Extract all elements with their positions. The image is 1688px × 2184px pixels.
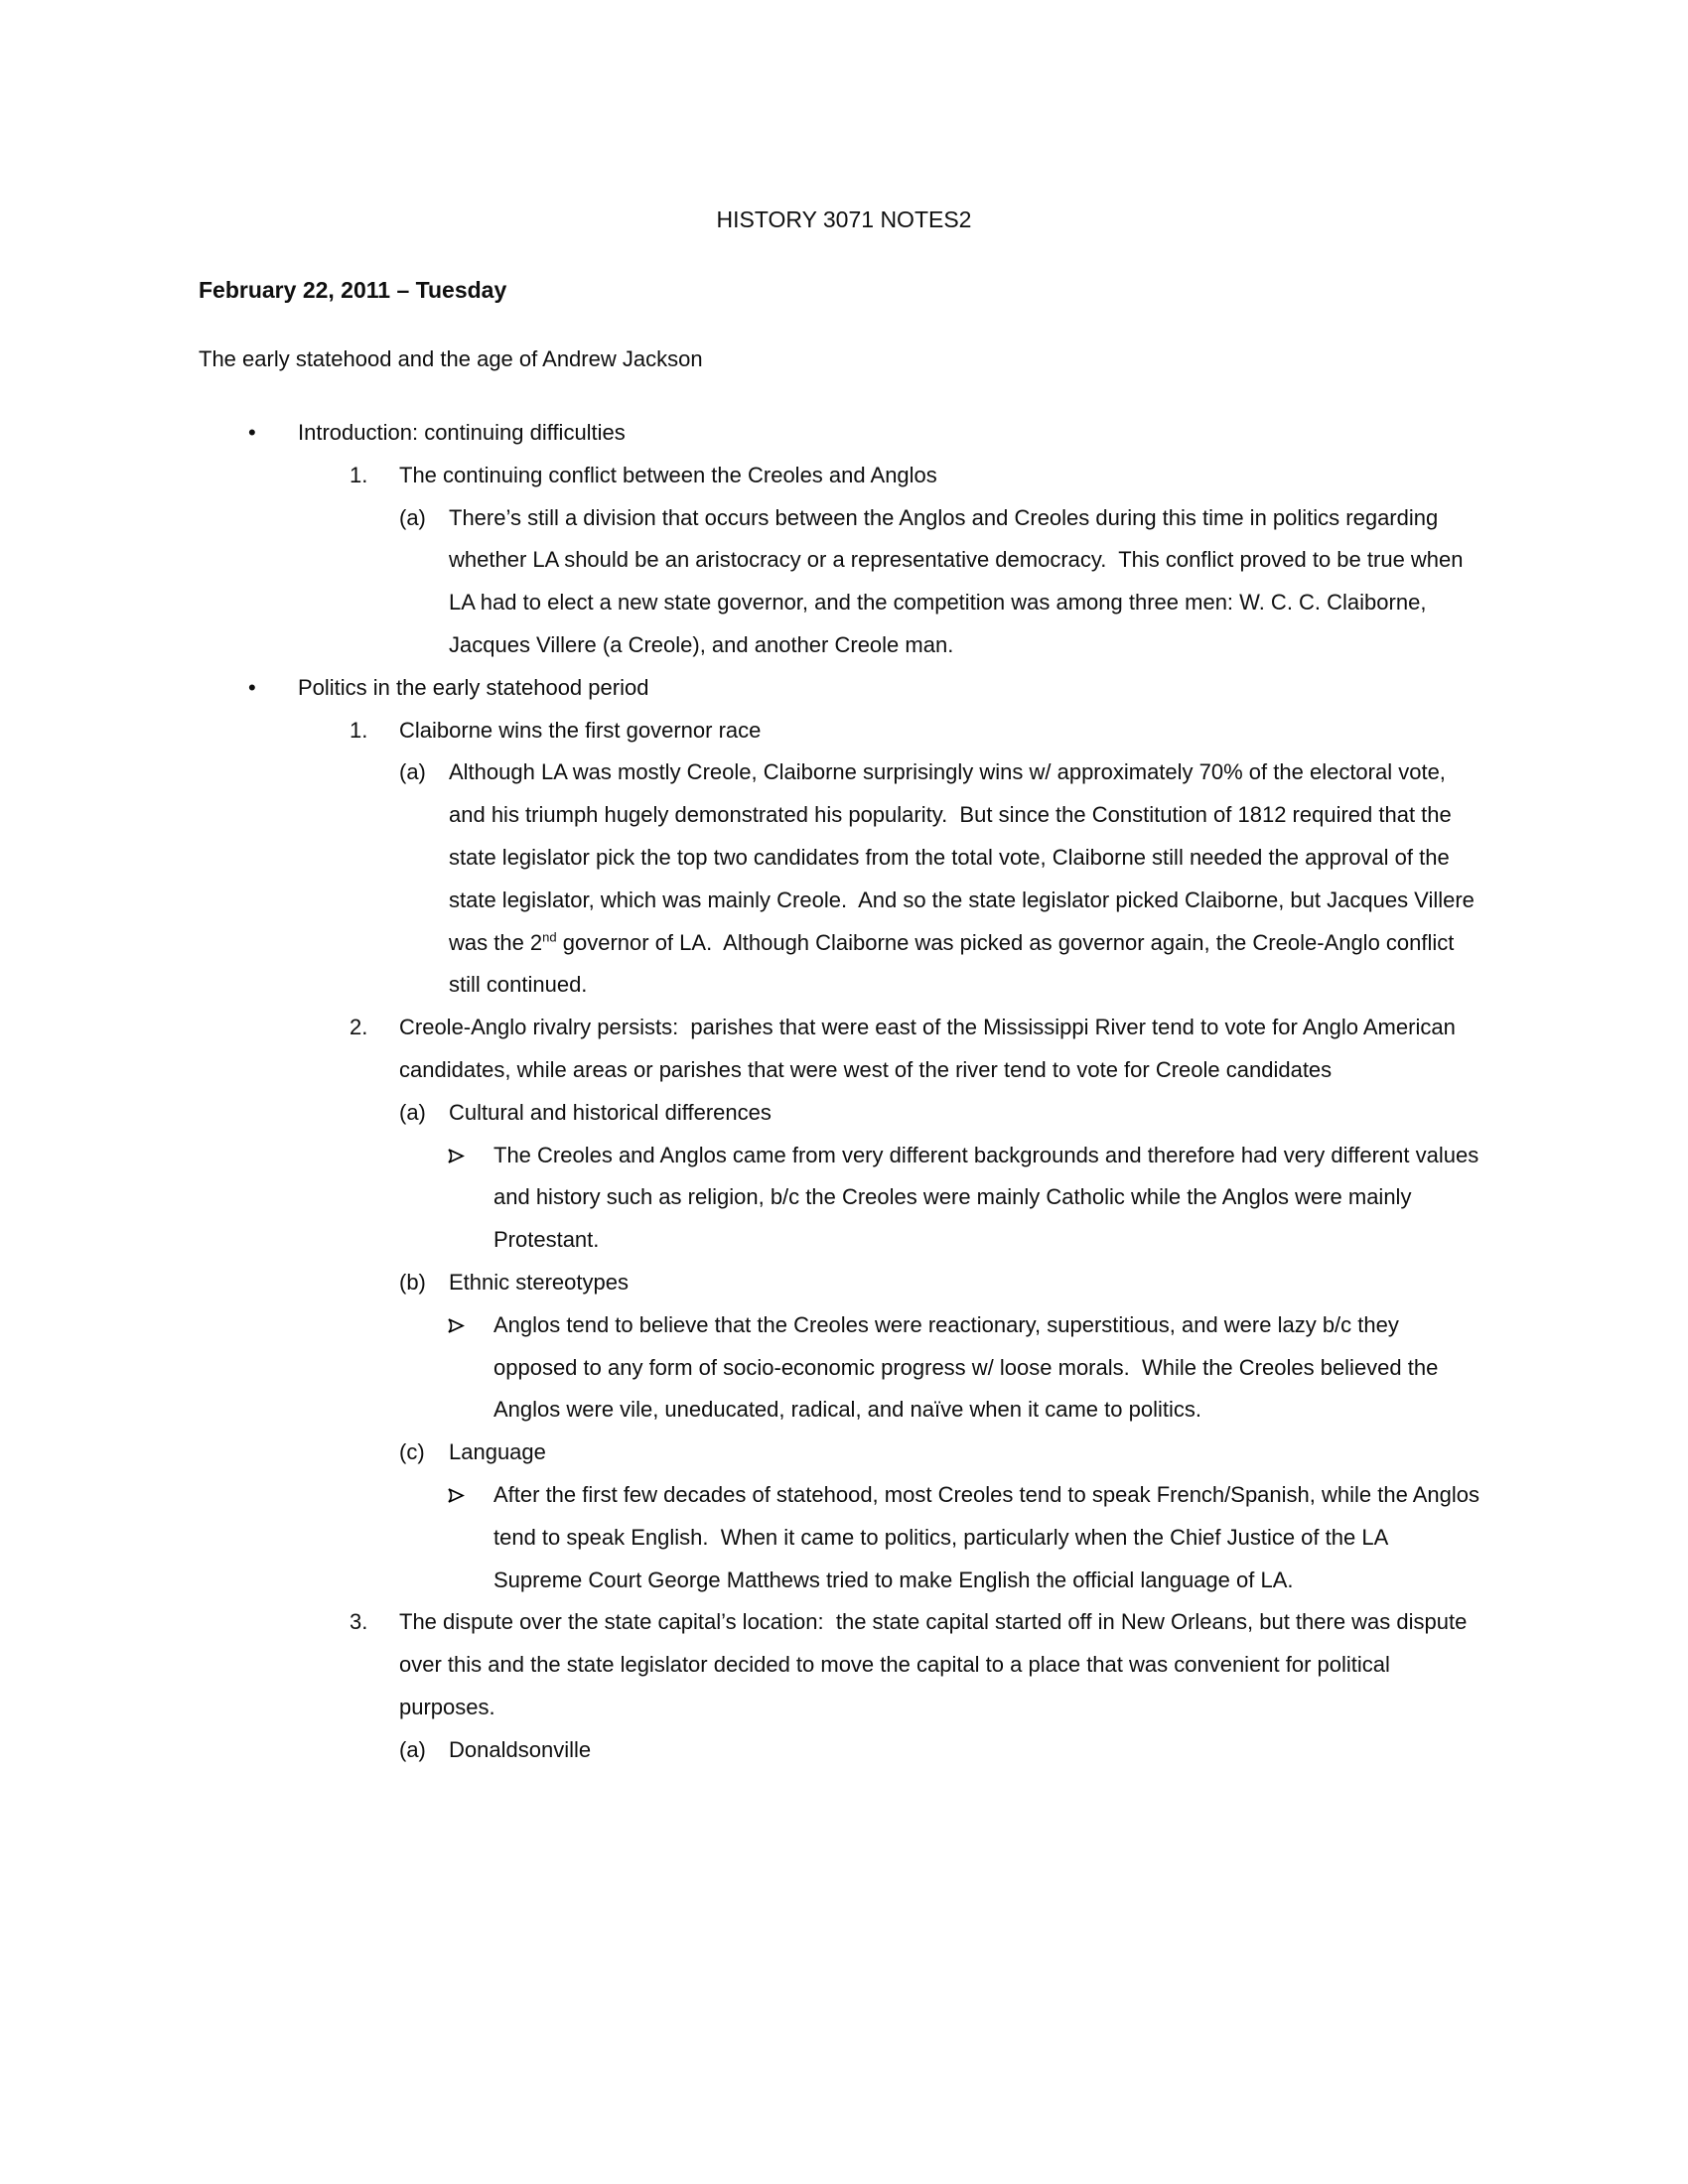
ordinal-superscript: nd bbox=[542, 929, 557, 945]
list-item bbox=[199, 710, 1479, 752]
list-item bbox=[199, 1092, 1479, 1135]
date-heading: February 22, 2011 – Tuesday bbox=[199, 277, 507, 303]
list-item bbox=[199, 1432, 1479, 1474]
list-item-text: Language bbox=[449, 1439, 546, 1465]
list-item bbox=[199, 667, 1479, 710]
notes-outline bbox=[199, 412, 1486, 1772]
list-item-text: Cultural and historical differences bbox=[449, 1099, 772, 1125]
text-segment: Although LA was mostly Creole, Claiborne surprisingly wins w/ approximately 70% of the electoral vote, and his triumph hugely demonstrated his popularity. But since the Constitution of 1812 required that the state legislator pick the top two candidates from the total vote, Claiborne still needed the approval of the state legislator, which was mainly Creole. And so the state legislator picked Claiborne, but Jacques Villere was the 2 bbox=[449, 759, 1481, 955]
bullet-marker: • bbox=[248, 674, 256, 700]
list-item bbox=[199, 455, 1479, 497]
list-item bbox=[199, 1304, 1479, 1432]
list-item bbox=[199, 412, 1479, 455]
letter-marker: (c) bbox=[399, 1439, 425, 1465]
arrowhead-right-icon bbox=[447, 1317, 465, 1334]
list-item-text: Donaldsonville bbox=[449, 1736, 592, 1762]
list-item-text: There’s still a division that occurs between the Anglos and Creoles during this time in politics regarding whether LA should be an aristocracy or a representative democracy. This conflict proved to be true when LA had to elect a new state governor, and the competition was among three men: W. C. C. Claiborne, Jacques Villere (a Creole), and another Creole man. bbox=[449, 504, 1470, 657]
arrowhead-right-icon bbox=[447, 1487, 465, 1504]
list-item-text: The continuing conflict between the Creoles and Anglos bbox=[399, 462, 937, 487]
arrowhead-right-icon bbox=[447, 1148, 465, 1164]
list-item-text: The dispute over the state capital’s location: the state capital started off in New Orleans, but there was dispute over this and the state legislator decided to move the capital to a place that was convenient for political purposes. bbox=[399, 1609, 1474, 1719]
lecture-topic: The early statehood and the age of Andrew Jackson bbox=[199, 346, 703, 371]
list-item bbox=[199, 1135, 1485, 1262]
number-marker: 1. bbox=[350, 462, 368, 487]
letter-marker: (b) bbox=[399, 1269, 426, 1295]
list-item-text: Anglos tend to believe that the Creoles were reactionary, superstitious, and were lazy b/c they opposed to any form of socio-economic progress w/ loose morals. While the Creoles believed the Anglos were vile, uneducated, radical, and naïve when it came to politics. bbox=[493, 1311, 1444, 1423]
list-item-text: Claiborne wins the first governor race bbox=[399, 717, 762, 743]
letter-marker: (a) bbox=[399, 1099, 426, 1125]
text-segment: governor of LA. Although Claiborne was picked as governor again, the Creole-Anglo conflict still continued. bbox=[449, 929, 1461, 998]
letter-marker: (a) bbox=[399, 504, 426, 530]
number-marker: 3. bbox=[350, 1609, 368, 1635]
list-item bbox=[199, 1007, 1479, 1092]
list-item-text bbox=[449, 759, 1480, 997]
list-item bbox=[199, 1729, 1479, 1772]
number-marker: 1. bbox=[350, 717, 368, 743]
number-marker: 2. bbox=[350, 1015, 368, 1040]
letter-marker: (a) bbox=[399, 1736, 426, 1762]
page-title: HISTORY 3071 NOTES2 bbox=[716, 206, 972, 232]
list-item-text: Introduction: continuing difficulties bbox=[298, 420, 626, 445]
bullet-marker: • bbox=[248, 420, 256, 445]
list-item bbox=[199, 497, 1479, 667]
list-item bbox=[199, 751, 1479, 1007]
list-item-text: Politics in the early statehood period bbox=[298, 674, 649, 700]
list-item-text: Ethnic stereotypes bbox=[449, 1269, 629, 1295]
list-item bbox=[199, 1474, 1486, 1601]
list-item bbox=[199, 1601, 1479, 1728]
list-item-text: After the first few decades of statehood, most Creoles tend to speak French/Spanish, while the Anglos tend to speak English. When it came to politics, particularly when the Chief Justice of the LA Supreme Court George Matthews tried to make English the official language of LA. bbox=[493, 1481, 1486, 1592]
list-item-text: The Creoles and Anglos came from very different backgrounds and therefore had very different values and history such as religion, b/c the Creoles were mainly Catholic while the Anglos were mainly Protestant. bbox=[493, 1142, 1485, 1253]
letter-marker: (a) bbox=[399, 759, 426, 785]
list-item-text: Creole-Anglo rivalry persists: parishes that were east of the Mississippi River tend to vote for Anglo American candidates, while areas or parishes that were west of the river tend to vote for Creole candidates bbox=[399, 1015, 1462, 1082]
list-item bbox=[199, 1262, 1479, 1304]
